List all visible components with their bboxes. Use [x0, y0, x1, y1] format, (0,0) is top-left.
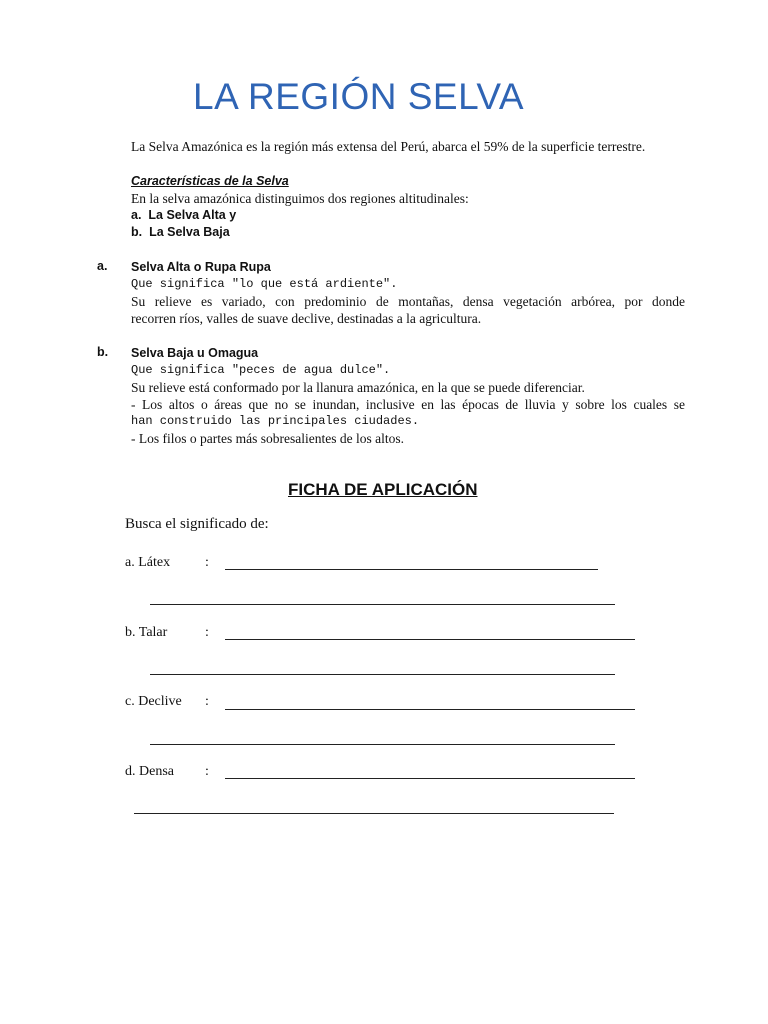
selva-baja-relief: Su relieve está conformado por la llanura amazónica, en la que se puede diferenciar.: [131, 380, 585, 395]
intro-paragraph: La Selva Amazónica es la región más extensa del Perú, abarca el 59% de la superficie terrestre.: [131, 139, 646, 154]
selva-baja-bullet-1-cont: han construido las principales ciudades.: [131, 414, 420, 428]
answer-line[interactable]: [225, 639, 635, 640]
item-label: La Selva Baja: [149, 225, 230, 239]
selva-baja-heading: Selva Baja u Omagua: [131, 346, 259, 360]
section-marker-a: a.: [97, 259, 108, 273]
term-colon: :: [205, 694, 209, 709]
selva-baja-bullet-1: - Los altos o áreas que no se inundan, inclusive en las épocas de lluvia y sobre los cuales se: [131, 397, 685, 412]
term-declive: c. Declive: [125, 694, 182, 709]
selva-baja-meaning: Que significa "peces de agua dulce".: [131, 363, 391, 377]
term-colon: :: [205, 555, 209, 570]
characteristics-item-a: [131, 207, 236, 224]
term-talar: b. Talar: [125, 625, 168, 640]
answer-line[interactable]: [150, 604, 615, 605]
answer-line[interactable]: [150, 674, 615, 675]
characteristics-item-b: [131, 224, 230, 241]
term-colon: :: [205, 625, 209, 640]
answer-line[interactable]: [225, 709, 635, 710]
answer-line[interactable]: [134, 813, 614, 814]
item-label: La Selva Alta y: [148, 208, 237, 222]
selva-alta-relief-cont: recorren ríos, valles de suave declive, destinadas a la agricultura.: [131, 311, 482, 326]
answer-line[interactable]: [225, 569, 598, 570]
term-latex: a. Látex: [125, 555, 171, 570]
term-colon: :: [205, 764, 209, 779]
selva-alta-relief: Su relieve es variado, con predominio de montañas, densa vegetación arbórea, por donde: [131, 294, 685, 309]
section-marker-b: b.: [97, 345, 109, 359]
characteristics-heading: Características de la Selva: [131, 174, 289, 188]
term-densa: d. Densa: [125, 764, 174, 779]
ficha-instruction: Busca el significado de:: [125, 516, 269, 532]
characteristics-text: En la selva amazónica distinguimos dos regiones altitudinales:: [131, 191, 469, 206]
selva-alta-heading: Selva Alta o Rupa Rupa: [131, 260, 271, 274]
page-title: LA REGIÓN SELVA: [193, 76, 525, 117]
selva-alta-meaning: Que significa "lo que está ardiente".: [131, 277, 398, 291]
selva-baja-bullet-2: - Los filos o partes más sobresalientes de los altos.: [131, 431, 404, 446]
answer-line[interactable]: [225, 778, 635, 779]
item-letter: a.: [131, 208, 142, 222]
answer-line[interactable]: [150, 744, 615, 745]
ficha-title: FICHA DE APLICACIÓN: [288, 480, 478, 499]
item-letter: b.: [131, 225, 143, 239]
